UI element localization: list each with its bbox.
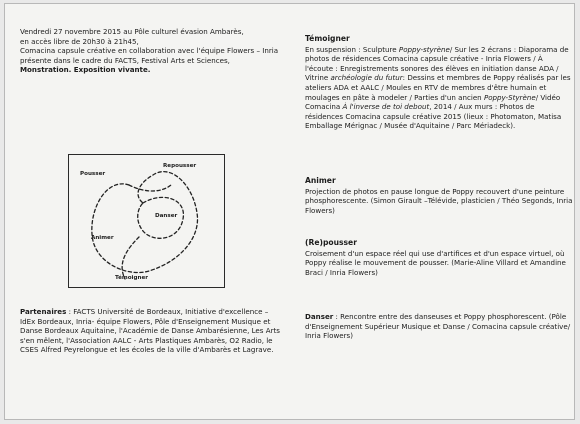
danser-label: Danser (305, 312, 334, 321)
animer-text: Projection de photos en pause longue de Poppy recouvert d'une peinture phosphorescente. (Simon Girault –Télévide, plasticien / Théo Segonds, Inria Flowers) (305, 186, 573, 215)
temoigner-text: En suspension : Sculpture Poppy-styrène/ Sur les 2 écrans : Diaporama de photos de résidences Comacina capsule créative - Inria Flowers / À l'écoute : Enregistrements sonores des élèves en initiation danse ADA / Vitrine archéologie du futur: Dessins et membres de Poppy réalisés par les ateliers ADA et AALC / Moules en RTV de membres d'être humain et moulages en pâte à modeler / Parties d'un ancien Poppy-Styrène/ Vidéo Comacina À l'inverse de toi debout, 2014 / Aux murs : Photos de résidences Comacina capsule créative 2015 (lieux : Photomaton, Matisa Emballage Mérignac / Musée d'Aquitaine / Parc Mériadeck). (305, 44, 571, 131)
diagram-label-pousser: Pousser (80, 171, 106, 177)
intro-line: Vendredi 27 novembre 2015 au Pôle culturel évasion Ambarès, (20, 27, 244, 36)
danser-section (305, 312, 573, 341)
danser-text: : Rencontre entre des danseuses et Poppy phosphorescent. (Pôle d'Enseignement Supérieur Musique et Danse / Comacina capsule créative/ Inria Flowers) (305, 312, 571, 341)
partners-text: : FACTS Université de Bordeaux, Initiative d'excellence – IdEx Bordeaux, Inria- équipe Flowers, Pôle d'Enseignement Musique et Danse Bordeaux Aquitaine, l'Académie de Danse Ambarésienne, Les Arts s'en mêlent, l'Association AALC - Arts Plastiques Ambarès, O2 Radio, le CSES Alfred Peyrelongue et les écoles de la ville d'Ambarès et Lagrave. (20, 307, 280, 355)
diagram-label-danser: Danser (155, 213, 178, 219)
temoigner-heading: Témoigner (305, 34, 350, 43)
intro-line: en accès libre de 20h30 à 21h45, (20, 36, 139, 46)
temoigner-section (305, 34, 573, 131)
document-page (4, 3, 575, 420)
diagram-label-temoigner: Témoigner (115, 275, 148, 281)
path-upper-link (129, 185, 171, 191)
partners-label: Partenaires (20, 307, 67, 316)
repousser-text: Croisement d'un espace réel qui use d'artifices et d'un espace virtuel, où Poppy réalise le mouvement de pousser. (Marie-Aline Villard et Amandine Braci / Inria Flowers) (305, 248, 566, 277)
diagram-label-animer: Animer (91, 235, 114, 241)
intro-line: présente dans le cadre du FACTS, Festival Arts et Sciences, (20, 55, 230, 65)
intro-line-title: Monstration. Exposition vivante. (20, 65, 151, 75)
animer-heading: Animer (305, 176, 336, 185)
repousser-heading: (Re)pousser (305, 238, 357, 247)
intro-block (20, 27, 282, 75)
repousser-section (305, 238, 573, 277)
animer-section (305, 176, 573, 215)
diagram-label-repousser: Repousser (163, 163, 197, 169)
movement-diagram (68, 154, 225, 288)
partners-block (20, 307, 282, 355)
intro-line: Comacina capsule créative en collaboration avec l'équipe Flowers – Inria (20, 46, 279, 56)
